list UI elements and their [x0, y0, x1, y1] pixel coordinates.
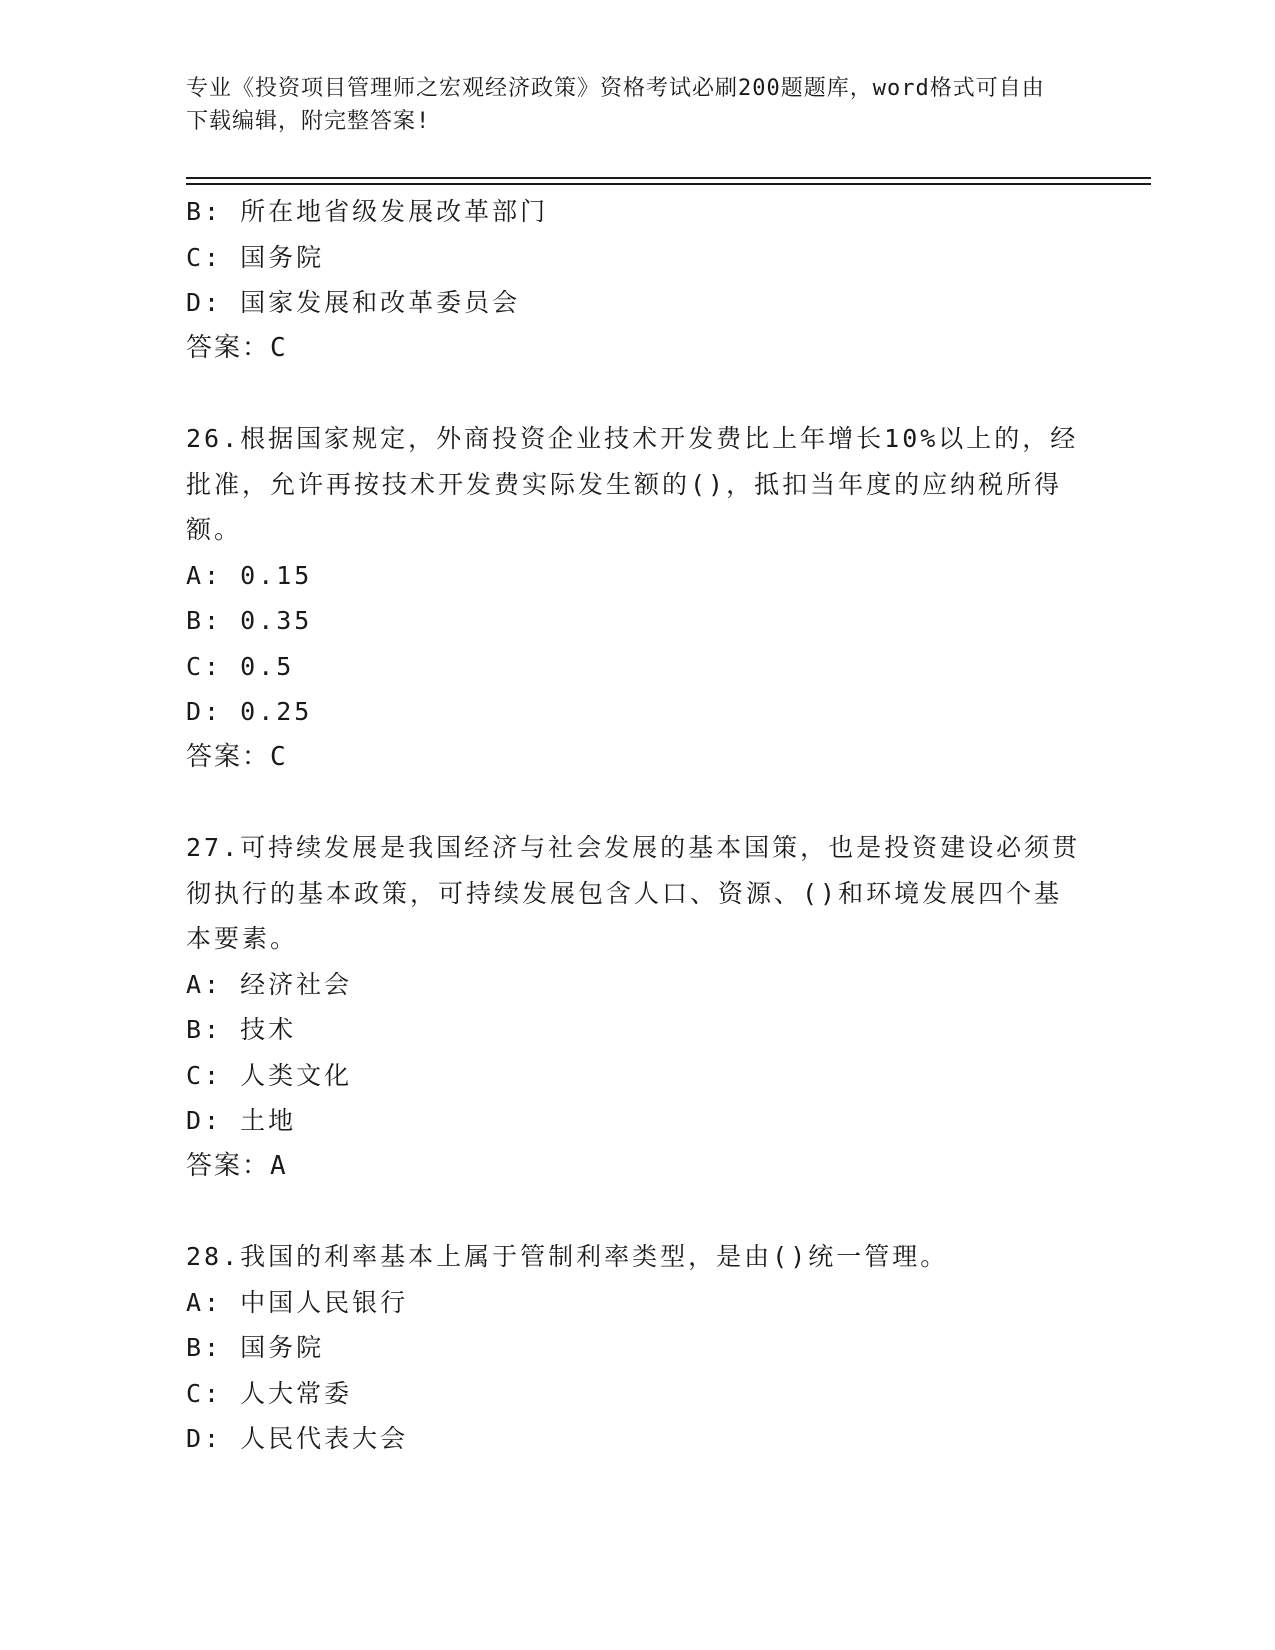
- document-body: [186, 189, 1086, 1462]
- question-26: [186, 416, 1086, 780]
- question-28: [186, 1234, 1086, 1462]
- option-c: C: 人类文化: [186, 1060, 353, 1090]
- option-c: C: 人大常委: [186, 1378, 353, 1408]
- document-header: [186, 72, 1086, 138]
- answer-line: 答案：A: [186, 1150, 288, 1181]
- question-25-tail: [186, 189, 1086, 371]
- option-d: D: 国家发展和改革委员会: [186, 288, 521, 317]
- header-text: 专业《投资项目管理师之宏观经济政策》资格考试必刷200题题库，word格式可自由下载编辑，附完整答案!: [186, 76, 1045, 134]
- option-d: D: 土地: [186, 1106, 297, 1135]
- question-27: [186, 825, 1086, 1189]
- option-c: C: 国务院: [186, 242, 325, 272]
- option-c: C: 0.5: [186, 651, 295, 681]
- option-b: B: 0.35: [186, 606, 313, 635]
- option-b: B: 国务院: [186, 1333, 325, 1362]
- option-d: D: 人民代表大会: [186, 1424, 409, 1453]
- option-d: D: 0.25: [186, 697, 313, 726]
- answer-line: 答案：C: [186, 332, 288, 363]
- option-b: B: 技术: [186, 1015, 297, 1044]
- answer-line: 答案：C: [186, 741, 288, 772]
- option-b: B: 所在地省级发展改革部门: [186, 197, 549, 226]
- header-rule-top: [186, 177, 1151, 179]
- question-text: 26.根据国家规定，外商投资企业技术开发费比上年增长10%以上的，经批准，允许再按技术开发费实际发生额的()，抵扣当年度的应纳税所得额。: [186, 424, 1079, 544]
- question-text: 27.可持续发展是我国经济与社会发展的基本国策，也是投资建设必须贯彻执行的基本政策，可持续发展包含人口、资源、()和环境发展四个基本要素。: [186, 833, 1081, 953]
- option-a: A: 0.15: [186, 560, 313, 590]
- option-a: A: 中国人民银行: [186, 1287, 409, 1317]
- question-text: 28.我国的利率基本上属于管制利率类型，是由()统一管理。: [186, 1242, 949, 1271]
- header-rule-bottom: [186, 183, 1151, 185]
- option-a: A: 经济社会: [186, 969, 353, 999]
